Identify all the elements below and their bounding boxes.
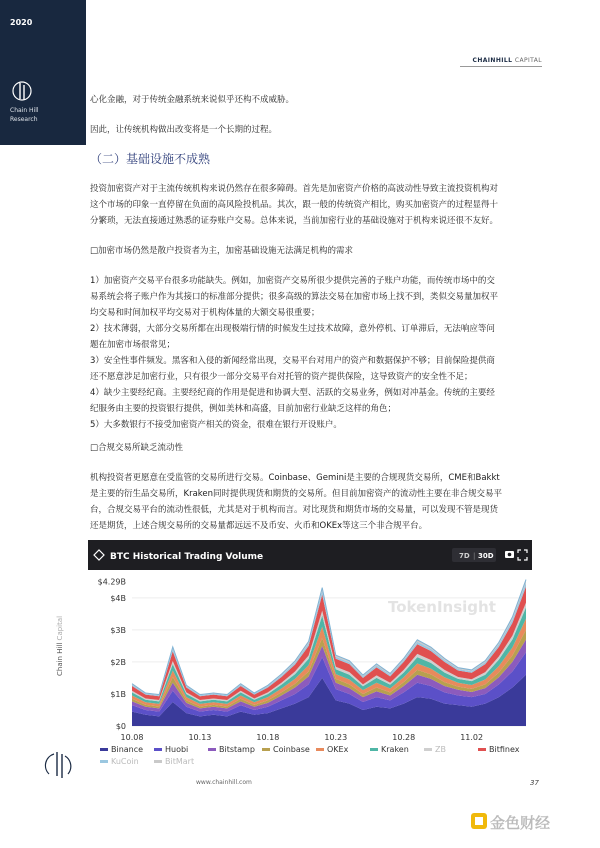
- legend-swatch: [154, 748, 162, 751]
- btc-volume-chart: [88, 540, 532, 773]
- legend-item-zb[interactable]: [424, 745, 446, 754]
- side-company-name: Chain Hill Research: [10, 107, 39, 123]
- paragraph-2: 因此，让传统机构做出改变将是一个长期的过程。: [90, 125, 278, 135]
- x-tick-label: 10.18: [256, 733, 280, 742]
- chart-title: BTC Historical Trading Volume: [110, 552, 264, 562]
- legend-swatch: [478, 748, 486, 751]
- legend-item-coinbase[interactable]: [262, 745, 310, 754]
- legend-item-binance[interactable]: [100, 745, 143, 754]
- chainhill-logo-bottom-icon: [44, 748, 74, 780]
- legend-item-bitstamp[interactable]: [208, 745, 255, 754]
- side-banner: [0, 0, 86, 145]
- brand-light: CAPITAL: [514, 57, 542, 64]
- brand-bold: CHAINHILL: [472, 57, 513, 64]
- footer-url[interactable]: www.chainhill.com: [196, 779, 252, 786]
- watermark-text: 金色财经: [490, 814, 551, 832]
- y-tick-label: $3B: [110, 625, 126, 635]
- legend-item-huobi[interactable]: [154, 745, 188, 754]
- legend-item-bitfinex[interactable]: [478, 745, 520, 754]
- y-tick-label: $0: [115, 722, 126, 731]
- x-tick-label: 10.08: [120, 733, 144, 742]
- x-tick-label: 10.23: [324, 733, 348, 742]
- paragraph-4: 机构投资者更愿意在受监管的交易所进行交易。Coinbase、Gemini是主要的合规现货交易所，CME和Bakkt 是主要的衍生品交易所，Kraken同时提供现货和期货的交易所。但目前加密资产的流动性主要在非合规交易平 台，合规交易平台的流动性很低，尤其是对于机构而言。对比现货和期货市场的交易量，可以发现不管是现货 还是期货，上述合规交易所的交易量都远远不及币安、火币和OKEx等这三个非合规平台。: [90, 473, 503, 531]
- range-separator: |: [473, 552, 476, 560]
- header-divider: [460, 66, 542, 67]
- legend-label: Bitfinex: [489, 745, 520, 754]
- legend-swatch: [370, 748, 378, 751]
- y-tick-label: $2B: [110, 657, 126, 667]
- subheading-liquidity: □合规交易所缺乏流动性: [90, 443, 184, 453]
- legend-label: BitMart: [165, 757, 195, 766]
- legend-swatch: [316, 748, 324, 751]
- legend-label: KuCoin: [111, 757, 139, 766]
- vertical-brand-bold: Chain Hill: [56, 642, 64, 676]
- legend-swatch: [100, 748, 108, 751]
- range-7d-button[interactable]: 7D: [459, 552, 470, 560]
- range-30d-button[interactable]: 30D: [478, 552, 494, 560]
- page-number: 37: [530, 779, 539, 787]
- legend-item-kraken[interactable]: [370, 745, 409, 754]
- legend-label: Kraken: [381, 745, 409, 754]
- header-brand: [473, 57, 542, 64]
- legend-swatch: [262, 748, 270, 751]
- chart-watermark: TokenInsight: [388, 598, 496, 616]
- y-tick-label: $1B: [110, 689, 126, 699]
- legend-item-okex[interactable]: [316, 745, 349, 754]
- x-tick-label: 11.02: [460, 733, 484, 742]
- legend-item-kucoin[interactable]: [100, 757, 139, 766]
- legend-swatch: [424, 748, 432, 751]
- y-max-label: $4.29B: [97, 577, 126, 587]
- legend-label: ZB: [435, 745, 446, 754]
- legend-label: Coinbase: [273, 745, 310, 754]
- paragraph-3: 投资加密资产对于主流传统机构来说仍然存在很多障碍。首先是加密资产价格的高波动性导致主流投资机构对 这个市场的印象一直停留在负面的高风险投机品。其次，跟一般的传统资产相比，购买加密资产的过程显得十 分繁琐，无法直接通过熟悉的证券账户交易。总体来说，当前加密行业的基础设施对于机构来说还很不友好。: [90, 184, 499, 226]
- camera-icon[interactable]: [505, 551, 514, 558]
- legend-label: Huobi: [165, 745, 189, 754]
- subheading-retail: □加密市场仍然是散户投资者为主，加密基础设施无法满足机构的需求: [90, 246, 354, 256]
- jinse-logo-icon: [470, 812, 488, 830]
- legend-label: Bitstamp: [219, 745, 255, 754]
- legend-swatch: [208, 748, 216, 751]
- x-tick-label: 10.13: [188, 733, 212, 742]
- x-tick-label: 10.28: [392, 733, 416, 742]
- vertical-brand-light: Capital: [56, 615, 64, 641]
- chainhill-logo-icon: [10, 80, 34, 102]
- deficiency-list: 1）加密资产交易平台很多功能缺失。例如，加密资产交易所很少提供完善的子账户功能，而传统市场中的交 易系统会将子账户作为其接口的标准部分提供；很多高级的算法交易在加密市场上找不到，类似交易量加权平 均交易和时间加权平均交易对于机构体量的大额交易很重要； 2）技术薄弱，大部分交易所都在出现极端行情的时候发生过技术故障，意外停机、订单滞后，无法响应等问 题在加密市场很常见； 3）安全性事件频发。黑客和入侵的新闻经常出现，交易平台对用户的资产和数据保护不够；目前保险提供商 还不愿意涉足加密行业，只有很少一部分交易平台对托管的资产提供保险，这导致资产的安全性不足； 4）缺少主要经纪商。主要经纪商的作用是促进和协调大型、活跃的交易业务，例如对冲基金。传统的主要经 纪服务由主要的投资银行提供，例如美林和高盛，目前加密行业缺乏这样的角色； 5）大多数银行不接受加密资产相关的资金，很难在银行开设账户。: [90, 276, 499, 430]
- legend-label: OKEx: [327, 745, 349, 754]
- y-tick-label: $4B: [110, 593, 126, 603]
- paragraph-1: 心化金融，对于传统金融系统来说似乎还构不成威胁。: [90, 95, 295, 105]
- section-heading: （二）基础设施不成熟: [90, 152, 211, 166]
- legend-swatch: [100, 760, 108, 763]
- report-year: 2020: [10, 18, 33, 27]
- legend-swatch: [154, 760, 162, 763]
- legend-item-bitmart[interactable]: [154, 757, 194, 766]
- vertical-brand: [56, 616, 64, 676]
- legend-label: Binance: [111, 745, 144, 754]
